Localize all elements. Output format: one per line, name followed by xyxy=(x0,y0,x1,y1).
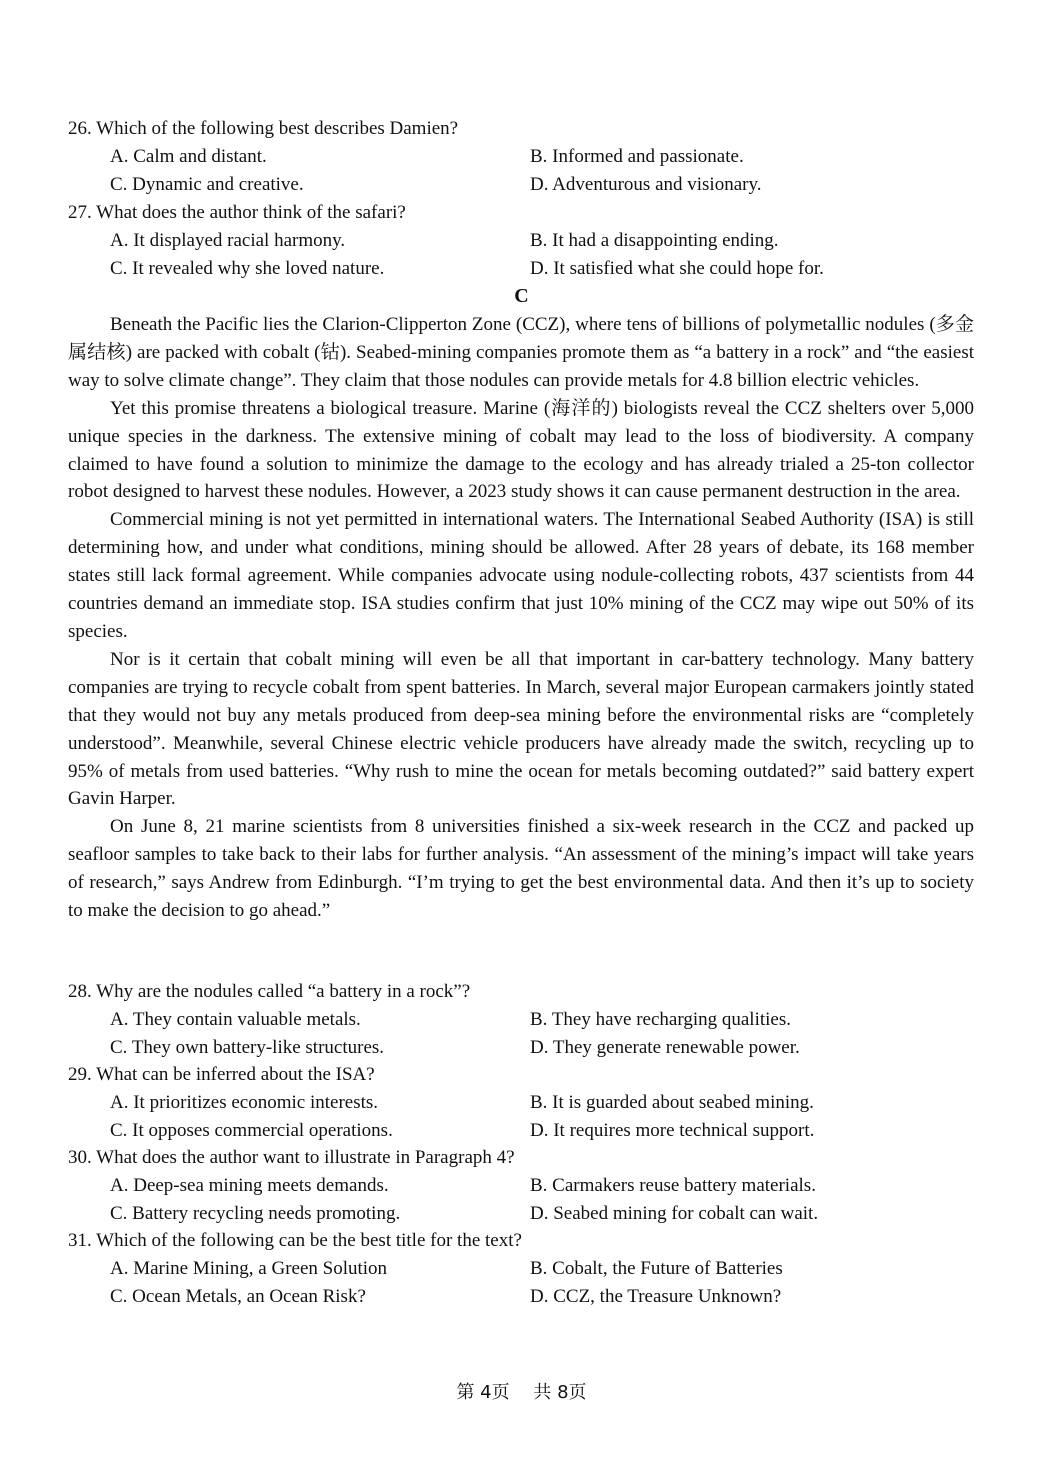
passage-paragraph-2: Yet this promise threatens a biological treasure. Marine (海洋的) biologists reveal the CCZ shelters over 5,000 unique species in the darkness. The extensive mining of cobalt may lead to the loss of biodiversity. A company claimed to have found a solution to minimize the damage to the ecology and has already trialed a 25-ton collector robot designed to harvest these nodules. However, a 2023 study shows it can cause permanent destruction in the area. xyxy=(68,397,974,503)
question-31-option-d: D. CCZ, the Treasure Unknown? xyxy=(530,1286,782,1307)
question-29-stem: 29. What can be inferred about the ISA? xyxy=(68,1064,375,1085)
question-30-stem: 30. What does the author want to illustrate in Paragraph 4? xyxy=(68,1147,515,1168)
question-27-option-a: A. It displayed racial harmony. xyxy=(110,230,346,251)
passage-paragraph-5: On June 8, 21 marine scientists from 8 universities finished a six-week research in the CCZ and packed up seafloor samples to take back to their labs for further analysis. “An assessment of the mining’s impact will take years of research,” says Andrew from Edinburgh. “I’m trying to get the best environmental data. And then it’s up to society to make the decision to go ahead.” xyxy=(68,816,974,922)
passage-paragraph-4: Nor is it certain that cobalt mining will even be all that important in car-battery technology. Many battery companies are trying to recycle cobalt from spent batteries. In March, several major European carmakers jointly stated that they would not buy any metals produced from deep-sea mining before the environmental risks are “completely understood”. Meanwhile, several Chinese electric vehicle producers have already made the switch, recycling up to 95% of metals from used batteries. “Why rush to mine the ocean for metals becoming outdated?” said battery expert Gavin Harper. xyxy=(68,648,974,810)
question-28-option-b: B. They have recharging qualities. xyxy=(530,1009,791,1030)
passage-paragraph-3: Commercial mining is not yet permitted in international waters. The International Seabed Authority (ISA) is still determining how, and under what conditions, mining should be allowed. After 28 years of debate, its 168 member states still lack formal agreement. While companies advocate using nodule-collecting robots, 437 scientists from 44 countries demand an immediate stop. ISA studies confirm that just 10% mining of the CCZ may wipe out 50% of its species. xyxy=(68,509,974,642)
question-27-stem: 27. What does the author think of the safari? xyxy=(68,202,406,223)
question-28-option-d: D. They generate renewable power. xyxy=(530,1037,800,1058)
question-29-option-c: C. It opposes commercial operations. xyxy=(110,1120,393,1141)
question-31-option-a: A. Marine Mining, a Green Solution xyxy=(110,1258,388,1279)
question-29-option-a: A. It prioritizes economic interests. xyxy=(110,1092,379,1113)
question-30-option-c: C. Battery recycling needs promoting. xyxy=(110,1203,401,1224)
reading-passage xyxy=(68,311,974,925)
question-28-option-c: C. They own battery-like structures. xyxy=(110,1037,385,1058)
question-30-option-d: D. Seabed mining for cobalt can wait. xyxy=(530,1203,819,1224)
question-26-option-d: D. Adventurous and visionary. xyxy=(530,174,762,195)
question-28-stem: 28. Why are the nodules called “a battery in a rock”? xyxy=(68,981,471,1002)
question-30-option-b: B. Carmakers reuse battery materials. xyxy=(530,1175,816,1196)
question-26-option-b: B. Informed and passionate. xyxy=(530,146,744,167)
section-heading: C xyxy=(514,285,529,307)
question-31-option-c: C. Ocean Metals, an Ocean Risk? xyxy=(110,1286,366,1307)
question-27-option-c: C. It revealed why she loved nature. xyxy=(110,258,385,279)
page-number-footer: 第 4页 共 8页 xyxy=(456,1382,587,1403)
question-30-option-a: A. Deep-sea mining meets demands. xyxy=(110,1175,389,1196)
question-27-option-b: B. It had a disappointing ending. xyxy=(530,230,779,251)
question-26-option-a: A. Calm and distant. xyxy=(110,146,267,167)
question-29-option-d: D. It requires more technical support. xyxy=(530,1120,815,1141)
question-27-option-d: D. It satisfied what she could hope for. xyxy=(530,258,824,279)
question-31-option-b: B. Cobalt, the Future of Batteries xyxy=(530,1258,783,1279)
question-26-option-c: C. Dynamic and creative. xyxy=(110,174,304,195)
question-28-option-a: A. They contain valuable metals. xyxy=(110,1009,361,1030)
question-26-stem: 26. Which of the following best describes Damien? xyxy=(68,118,459,139)
question-29-option-b: B. It is guarded about seabed mining. xyxy=(530,1092,814,1113)
passage-paragraph-1: Beneath the Pacific lies the Clarion-Clipperton Zone (CCZ), where tens of billions of polymetallic nodules (多金属结核) are packed with cobalt (钴). Seabed-mining companies promote them as “a battery in a rock” and “the easiest way to solve climate change”. They claim that those nodules can provide metals for 4.8 billion electric vehicles. xyxy=(68,314,974,391)
question-31-stem: 31. Which of the following can be the best title for the text? xyxy=(68,1230,522,1251)
